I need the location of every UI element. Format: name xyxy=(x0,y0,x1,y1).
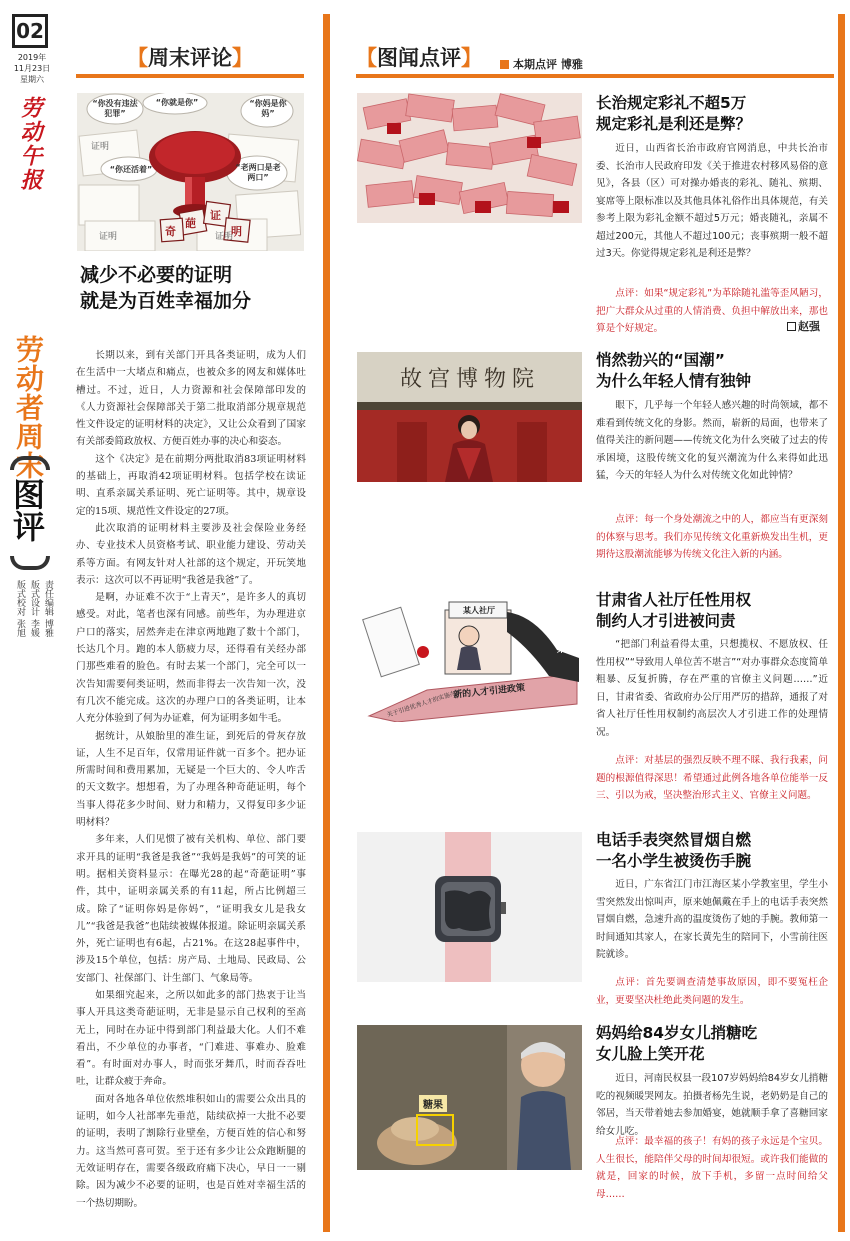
bracket-close: 】 xyxy=(232,46,253,70)
news-comment xyxy=(596,752,828,805)
article-paragraph: 此次取消的证明材料主要涉及社会保险业务经办、专业技术人员资格考试、职业能力建设、劳动关系等方面。有网友针对人社部的这个规定，开玩笑地表示：这次可以不再证明“我爸是我爸”了。 xyxy=(76,522,306,586)
editor-credit: 责任编辑 博雅 xyxy=(43,580,53,637)
palace-sign: 故宫博物院 xyxy=(399,367,540,392)
article-body xyxy=(76,347,306,1232)
issue-date xyxy=(10,52,54,85)
right-section-underline xyxy=(356,74,834,78)
article-title xyxy=(80,262,310,314)
money-photo xyxy=(357,93,582,223)
news-title xyxy=(596,830,831,872)
column-divider xyxy=(323,14,330,1232)
news-title-line: 规定彩礼是利还是弊？ xyxy=(596,115,752,133)
cartoon-illustration xyxy=(77,93,304,251)
bracket-top xyxy=(10,456,50,470)
paper-label: 证明 xyxy=(91,142,110,152)
news-comment-content: 点评：最幸福的孩子！有妈的孩子永远是个宝贝。人生很长，能陪伴父母的时间却很短。或许我们能做的就是，回家的时候，放下手机，多留一点时间给父母…… xyxy=(596,1136,828,1200)
news-text-content: 近日，河南民权县一段107岁妈妈给84岁女儿捎糖吃的视频暖哭网友。拍摄者杨先生说，老奶奶是自己的邻居，当天带着她去参加婚宴，她就顺手拿了喜糖回家给女儿吃。 xyxy=(596,1073,828,1137)
bracket-open: 【 xyxy=(356,46,377,70)
news-title-line: 一名小学生被烫伤手腕 xyxy=(596,852,752,870)
office-label: 某人社厅 xyxy=(463,606,495,615)
section-big-title: 图评 xyxy=(8,478,46,542)
news-comment-content: 点评：每一个身处潮流之中的人，都应当有更深刻的体察与思考。我们亦见传统文化重新焕发出生机，更期待这股潮流能够为传统文化注入新的内涵。 xyxy=(596,514,828,560)
article-paragraph: 这个《决定》是在前期分两批取消83项证明材料的基础上，再取消42项证明材料。包括学校在读证明、直系亲属关系证明、死亡证明等。其中，规章设定的15项、规范性文件设定的27项。 xyxy=(76,453,306,517)
news-text-content: 眼下，几乎每一个年轻人感兴趣的时尚领域，都不难看到传统文化的身影。然而，崭新的局面，也带来了值得关注的新问题——传统文化为什么突破了过去的传承困境，这股传统文化的复兴潮流为什么来得如此迅猛，今天的年轻人为什么对传统文化如此钟情？ xyxy=(596,400,828,481)
article-paragraph: 据统计，从娘胎里的准生证，到死后的骨灰存放证，人生不足百年，仅常用证件就一百多个。把办证所需时间和费用累加，无疑是一个巨大的、令人咋舌的天文数字。想想看，为了办理各种奇葩证明，每个当事人得花多少时间、财力和精力，又得复印多少证明材料？ xyxy=(76,730,306,829)
news-comment-content: 点评：对基层的强烈反映不理不睬、我行我素，问题的根源值得深思！希望通过此例各地各单位能举一反三、引以为戒，坚决整治形式主义、官僚主义问题。 xyxy=(596,755,828,801)
news-title xyxy=(596,350,831,392)
watch-photo xyxy=(357,832,582,982)
cartoon-bubble: “你还活着” xyxy=(109,165,153,174)
hand-label: 某地 xyxy=(557,645,576,655)
article-paragraph: 如果细究起来，之所以如此多的部门热衷于让当事人开具这类奇葩证明，无非是显示自己权利的至高无上，同时在办证中得到部门利益最大化。人们不难看出，不少单位的办事者，“门难进、事难办、脸难看”。有时面对办事人，时而张牙舞爪，时而吞吞吐吐，让群众疲于奔命。 xyxy=(76,989,306,1088)
news-text-content: 近日，广东省江门市江海区某小学教室里，学生小雪突然发出惊叫声，原来她佩戴在手上的电话手表突然冒烟自燃，急速升高的温度烫伤了她的手腕。教师第一时间通知其家人，在家长黄先生的陪同下，小雪前往医院就诊。 xyxy=(596,879,828,960)
news-text xyxy=(596,636,828,741)
news-comment-content: 点评：首先要调查清楚事故原因，即不要冤枉企业，更要坚决杜绝此类问题的发生。 xyxy=(596,977,828,1006)
mother-daughter-photo xyxy=(357,1025,582,1170)
scroll-small-label: 关于引进优秀人才的实施办法 xyxy=(386,688,463,719)
article-paragraph: 多年来，人们见惯了被有关机构、单位、部门要求开具的证明“我爸是我爸”“我妈是我妈”的可笑的证明。据相关资料显示：在曝光28的起“奇葩证明”事件，其中，证明亲属关系的有11起，所占比例超三成。除了“证明你妈是你妈”，“证明我女儿是我女儿”“我爸是我爸”也陆续被媒体报道。除证明亲属关系外，死亡证明也有6起，占21%。在这28起事件中，涉及15个单位，包括：房产局、土地局、民政局、公安部门、社保部门、计生部门、气象局等。 xyxy=(76,834,306,984)
editor-credit: 版式设计 李媛 xyxy=(29,580,39,637)
square-icon xyxy=(500,60,509,69)
news-comment xyxy=(596,1133,828,1203)
candy-label: 糖果 xyxy=(419,1095,447,1112)
newspaper-logo: 劳动午报 xyxy=(17,96,43,192)
bracket-open: 【 xyxy=(127,46,148,70)
news-text xyxy=(596,1070,828,1140)
article-paragraph: 长期以来，到有关部门开具各类证明，成为人们在生活中一大堵点和痛点，也被众多的网友和媒体吐槽过。不过，近日，人力资源和社会保障部印发的《人力资源社会保障部关于第二批取消部分规章规范性文件设定的证明材料的决定》，又让公众看到了国家有关部委简政放权、方便百姓办事的决心和姿态。 xyxy=(76,350,306,448)
news-text xyxy=(596,140,828,263)
section-vertical-title: 劳动者周末 xyxy=(12,335,45,480)
news-text-content: 近日，山西省长治市政府官网消息，中共长治市委、长治市人民政府印发《关于推进农村移风易俗的意见》，各县（区）可对操办婚丧的彩礼、随礼、殡期、宴席等上限标准以及其他具体礼俗作出具体规范，有关参考上限为彩礼金额不超过5万元；婚丧随礼，亲属不超过200元，其他人不超过100元；丧事殡期一般不超过3天。你觉得规定彩礼是利还是弊？ xyxy=(596,143,828,259)
scroll-label: 新的人才引进政策 xyxy=(452,683,526,701)
editor-note-text: 本期点评 博雅 xyxy=(513,58,583,71)
date-year: 2019年 xyxy=(17,53,47,62)
cartoon-bubble: “老两口是老两口” xyxy=(235,163,281,182)
article-title-line: 减少不必要的证明 xyxy=(80,264,233,286)
article-paragraph: 面对各地各单位依然堆积如山的需要公众出具的证明，如今人社部率先垂范，陆续砍掉一大批不必要的证明，表明了割除行业壁垒，方便百姓的信心和努力。这当然可喜可贺。至于还有多少让公众跑断腿的无效证明存在，需要各级政府痛下决心，早日一一剔除。因为减少不必要的证明，也是百姓对幸福生活的一个热切期盼。 xyxy=(76,1093,306,1209)
cartoon-bubble: “你妈是你妈” xyxy=(249,99,287,118)
stamp-char: 葩 xyxy=(185,217,196,230)
date-day: 11月23日 xyxy=(13,64,51,73)
left-section-header xyxy=(127,42,253,72)
money-photo-svg xyxy=(357,93,582,223)
author-name: 赵强 xyxy=(798,320,820,333)
article-paragraph: 是啊，办证难不次于“上青天”，是许多人的真切感受。对此，笔者也深有同感。前些年，为办理进京户口的落实，居然奔走在津京两地跑了数十个部门，长达几个月。跑的本人筋疲力尽，还得看有关经办部门那些难看的脸色。有时去某一个部门，完全可以一次告知需要何类证明，然而非得去一次告知一次，没有几次不能完成。这次的办理户口的各类证明，让本人充分体验到了何为办证难，何为证明多如牛毛。 xyxy=(76,592,306,725)
paper-label: 证明 xyxy=(215,232,234,242)
news-comment xyxy=(596,511,828,564)
paper-label: 证明 xyxy=(99,232,118,242)
news-title-line: 电话手表突然冒烟自燃 xyxy=(596,831,752,849)
right-section-header-text: 图闻点评 xyxy=(377,46,461,70)
news-title-line: 制约人才引进被问责 xyxy=(596,612,736,630)
cartoon-bubble: “你没有违法犯罪” xyxy=(92,99,138,118)
right-border-bar xyxy=(838,14,845,1232)
date-weekday: 星期六 xyxy=(20,75,44,84)
news-comment xyxy=(596,285,828,338)
editor-note xyxy=(500,56,583,72)
bracket-bottom xyxy=(10,556,50,570)
news-title-line: 悄然勃兴的“国潮” xyxy=(596,351,725,369)
news-title-line: 长治规定彩礼不超5万 xyxy=(596,94,747,112)
left-section-header-text: 周末评论 xyxy=(148,46,232,70)
news-title-line: 妈妈给84岁女儿捎糖吃 xyxy=(596,1024,758,1042)
article-title-line: 就是为百姓幸福加分 xyxy=(80,290,252,312)
page-number: 02 xyxy=(12,14,48,48)
mother-daughter-svg xyxy=(357,1025,582,1170)
editor-credits xyxy=(10,580,54,660)
news-title xyxy=(596,1023,831,1065)
office-cartoon xyxy=(357,592,582,722)
news-text xyxy=(596,397,828,485)
stamp-char: 证 xyxy=(210,209,221,222)
news-text xyxy=(596,876,828,964)
palace-photo xyxy=(357,352,582,482)
watch-photo-svg xyxy=(357,832,582,982)
stamp-char: 奇 xyxy=(165,225,176,238)
news-comment xyxy=(596,974,828,1009)
right-section-header xyxy=(356,42,482,72)
cartoon-bubble: “你就是你” xyxy=(155,98,199,107)
news-comment-content: 点评：如果“规定彩礼”为革除随礼滥等歪风陋习，把广大群众从过重的人情消费、负担中解放出来，那也算是个好规定。 xyxy=(596,288,828,334)
left-section-underline xyxy=(76,74,304,78)
news-title-line: 为什么年轻人情有独钟 xyxy=(596,372,752,390)
news-text-content: “把部门利益看得太重，只想揽权、不愿放权、任性用权”“导致用人单位苦不堪言”“对办事群众态度简单粗暴、反复折腾，存在严重的官僚主义问题……”近日，甘肃省委、省政府办公厅用严厉的措辞，通报了对省人社厅任性用权制约高层次人才引进工作的处理情况。 xyxy=(596,639,828,738)
news-title-line: 甘肃省人社厅任性用权 xyxy=(596,591,752,609)
news-title xyxy=(596,590,831,632)
news-title xyxy=(596,93,831,135)
editor-credit: 版式校对 张旭 xyxy=(15,580,25,637)
news-title-line: 女儿脸上笑开花 xyxy=(596,1045,705,1063)
stamp-char: 明 xyxy=(231,225,242,238)
bracket-close: 】 xyxy=(461,46,482,70)
